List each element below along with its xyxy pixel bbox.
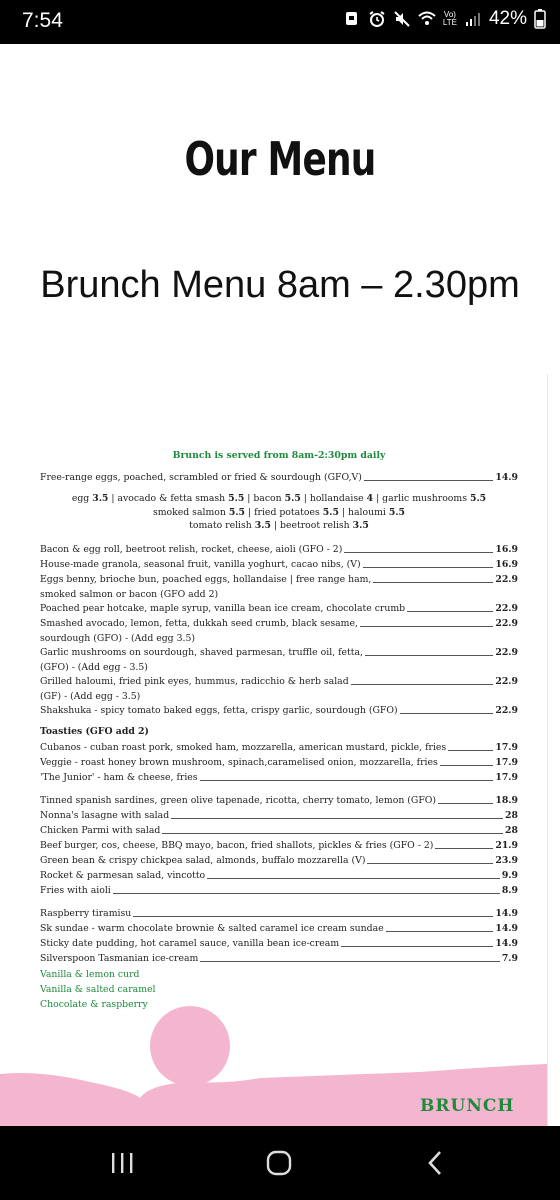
item-price: 14.9 xyxy=(495,907,518,919)
addon: smoked salmon 5.5 xyxy=(152,506,246,518)
alarm-icon xyxy=(368,10,386,28)
brunch-tag: BRUNCH xyxy=(420,1096,515,1116)
menu-item xyxy=(40,756,518,770)
status-time: 7:54 xyxy=(22,9,63,32)
item-name: Silverspoon Tasmanian ice-cream xyxy=(40,952,199,964)
menu-item xyxy=(40,869,518,883)
menu-item xyxy=(40,617,518,631)
addon: fried potatoes 5.5 xyxy=(254,506,339,518)
item-price: 18.9 xyxy=(495,794,518,806)
item-price: 22.9 xyxy=(495,573,518,585)
item-price: 14.9 xyxy=(495,472,518,483)
mute-icon xyxy=(393,10,411,28)
wifi-icon xyxy=(418,10,436,28)
volte-icon: Vo) LTE xyxy=(442,10,457,27)
addon: bacon 5.5 xyxy=(253,493,301,504)
menu-banner: Brunch is served from 8am-2:30pm daily xyxy=(172,450,386,461)
item-price: 22.9 xyxy=(495,675,518,687)
menu-item xyxy=(40,602,518,616)
flavour-item: Chocolate & raspberry xyxy=(40,998,148,1010)
menu-item xyxy=(40,922,518,936)
item-price: 21.9 xyxy=(495,839,518,851)
item-name: Chicken Parmi with salad xyxy=(40,824,161,836)
addon: beetroot relish 3.5 xyxy=(280,520,369,531)
addon: hollandaise 4 xyxy=(309,493,374,504)
item-name: Fries with aioli xyxy=(40,884,111,896)
item-name: Smashed avocado, lemon, fetta, dukkah seed crumb, black sesame, xyxy=(40,617,358,629)
battery-percent: 42% xyxy=(488,8,527,29)
toasties-items xyxy=(40,741,518,785)
item-name: Cubanos - cuban roast pork, smoked ham, mozzarella, american mustard, pickle, fries xyxy=(40,741,447,753)
addon: garlic mushrooms 5.5 xyxy=(382,493,487,504)
item-name: Eggs benny, brioche bun, poached eggs, hollandaise | free range ham, xyxy=(40,573,372,585)
menu-item xyxy=(40,937,518,951)
item-name: Nonna's lasagne with salad xyxy=(40,809,170,821)
item-price: 22.9 xyxy=(495,617,518,629)
menu-item xyxy=(40,646,518,660)
menu-item xyxy=(40,704,518,718)
menu-item xyxy=(40,952,518,966)
item-name: Raspberry tiramisu xyxy=(40,907,132,919)
status-icons xyxy=(343,8,546,30)
flavour-item: Vanilla & lemon curd xyxy=(40,968,140,980)
addon: tomato relish 3.5 xyxy=(189,520,271,531)
item-price: 7.9 xyxy=(501,952,518,964)
item-name: Green bean & crispy chickpea salad, almonds, buffalo mozzarella (V) xyxy=(40,854,366,866)
item-price: 17.9 xyxy=(495,741,518,753)
status-bar xyxy=(0,0,560,44)
item-name: Veggie - roast honey brown mushroom, spinach,caramelised onion, mozzarella, fries xyxy=(40,756,438,768)
flavour-item: Vanilla & salted caramel xyxy=(40,983,156,995)
item-price: 17.9 xyxy=(495,756,518,768)
item-price: 16.9 xyxy=(495,543,518,555)
item-name: Beef burger, cos, cheese, BBQ mayo, bacon, fried shallots, pickles & fries (GFO - 2) xyxy=(40,839,434,851)
page-content[interactable] xyxy=(0,44,560,1126)
item-price: 14.9 xyxy=(495,922,518,934)
item-name: Free-range eggs, poached, scrambled or fried & sourdough (GFO,V) xyxy=(40,472,362,483)
battery-icon xyxy=(534,9,546,29)
back-button[interactable] xyxy=(421,1148,451,1178)
item-extra: (GFO) - (Add egg - 3.5) xyxy=(40,661,148,673)
page-subtitle: Brunch Menu 8am – 2.30pm xyxy=(40,264,520,306)
item-price: 28 xyxy=(505,809,518,821)
menu-item xyxy=(40,675,518,689)
menu-item xyxy=(40,794,518,808)
menu-item xyxy=(40,543,518,557)
item-price: 22.9 xyxy=(495,646,518,658)
menu-item xyxy=(40,771,518,785)
item-price: 28 xyxy=(505,824,518,836)
item-name: Garlic mushrooms on sourdough, shaved parmesan, truffle oil, fetta, xyxy=(40,646,363,658)
addons-list: egg 3.5 | avocado & fetta smash 5.5 | bacon 5.5 | hollandaise 4 | garlic mushrooms 5.5 smoked salmon 5.5 | fried potatoes 5.5 | haloumi 5.5 tomato relish 3.5 | beetroot relish 3.5 xyxy=(71,493,487,531)
item-name: Shakshuka - spicy tomato baked eggs, fetta, crispy garlic, sourdough (GFO) xyxy=(40,704,398,716)
addon: haloumi 5.5 xyxy=(347,506,406,518)
menu-text xyxy=(40,450,518,1012)
item-price: 17.9 xyxy=(495,771,518,783)
item-name: Rocket & parmesan salad, vincotto xyxy=(40,869,206,881)
item-price: 23.9 xyxy=(495,854,518,866)
item-price: 9.9 xyxy=(501,869,518,881)
item-name: Bacon & egg roll, beetroot relish, rocket, cheese, aioli (GFO - 2) xyxy=(40,543,343,555)
item-price: 8.9 xyxy=(501,884,518,896)
item-name: Poached pear hotcake, maple syrup, vanilla bean ice cream, chocolate crumb xyxy=(40,602,406,614)
item-extra: smoked salmon or bacon (GFO add 2) xyxy=(40,588,219,600)
navigation-bar xyxy=(0,1126,560,1200)
signal-icon xyxy=(464,10,482,28)
menu-image[interactable] xyxy=(0,374,548,1126)
recent-apps-button[interactable] xyxy=(107,1148,137,1178)
addon: egg 3.5 xyxy=(71,493,109,504)
menu-item xyxy=(40,907,518,921)
home-button[interactable] xyxy=(264,1148,294,1178)
toasties-title: Toasties (GFO add 2) xyxy=(40,725,149,737)
item-price: 16.9 xyxy=(495,558,518,570)
menu-item xyxy=(40,884,518,898)
item-extra: sourdough (GFO) - (Add egg 3.5) xyxy=(40,632,196,644)
addon: avocado & fetta smash 5.5 xyxy=(117,493,245,504)
dessert-items xyxy=(40,907,518,966)
item-name: 'The Junior' - ham & cheese, fries xyxy=(40,771,198,783)
menu-item xyxy=(40,573,518,587)
item-extra: (GF) - (Add egg - 3.5) xyxy=(40,690,141,702)
item-name: Grilled haloumi, fried pink eyes, hummus, radicchio & herb salad xyxy=(40,675,349,687)
item-price: 22.9 xyxy=(495,602,518,614)
menu-item xyxy=(40,471,518,485)
menu-item xyxy=(40,839,518,853)
item-price: 22.9 xyxy=(495,704,518,716)
item-name: Tinned spanish sardines, green olive tapenade, ricotta, cherry tomato, lemon (GFO) xyxy=(40,794,437,806)
menu-item xyxy=(40,824,518,838)
menu-item xyxy=(40,809,518,823)
menu-item xyxy=(40,741,518,755)
brunch-items xyxy=(40,543,518,718)
item-name: Sticky date pudding, hot caramel sauce, vanilla bean ice-cream xyxy=(40,937,340,949)
page-title: Our Menu xyxy=(184,132,376,186)
item-price: 14.9 xyxy=(495,937,518,949)
menu-item xyxy=(40,854,518,868)
mains-items xyxy=(40,794,518,898)
item-name: Sk sundae - warm chocolate brownie & salted caramel ice cream sundae xyxy=(40,922,384,934)
item-name: House-made granola, seasonal fruit, vanilla yoghurt, cacao nibs, (V) xyxy=(40,558,361,570)
hangouts-icon xyxy=(343,10,361,28)
menu-item xyxy=(40,558,518,572)
